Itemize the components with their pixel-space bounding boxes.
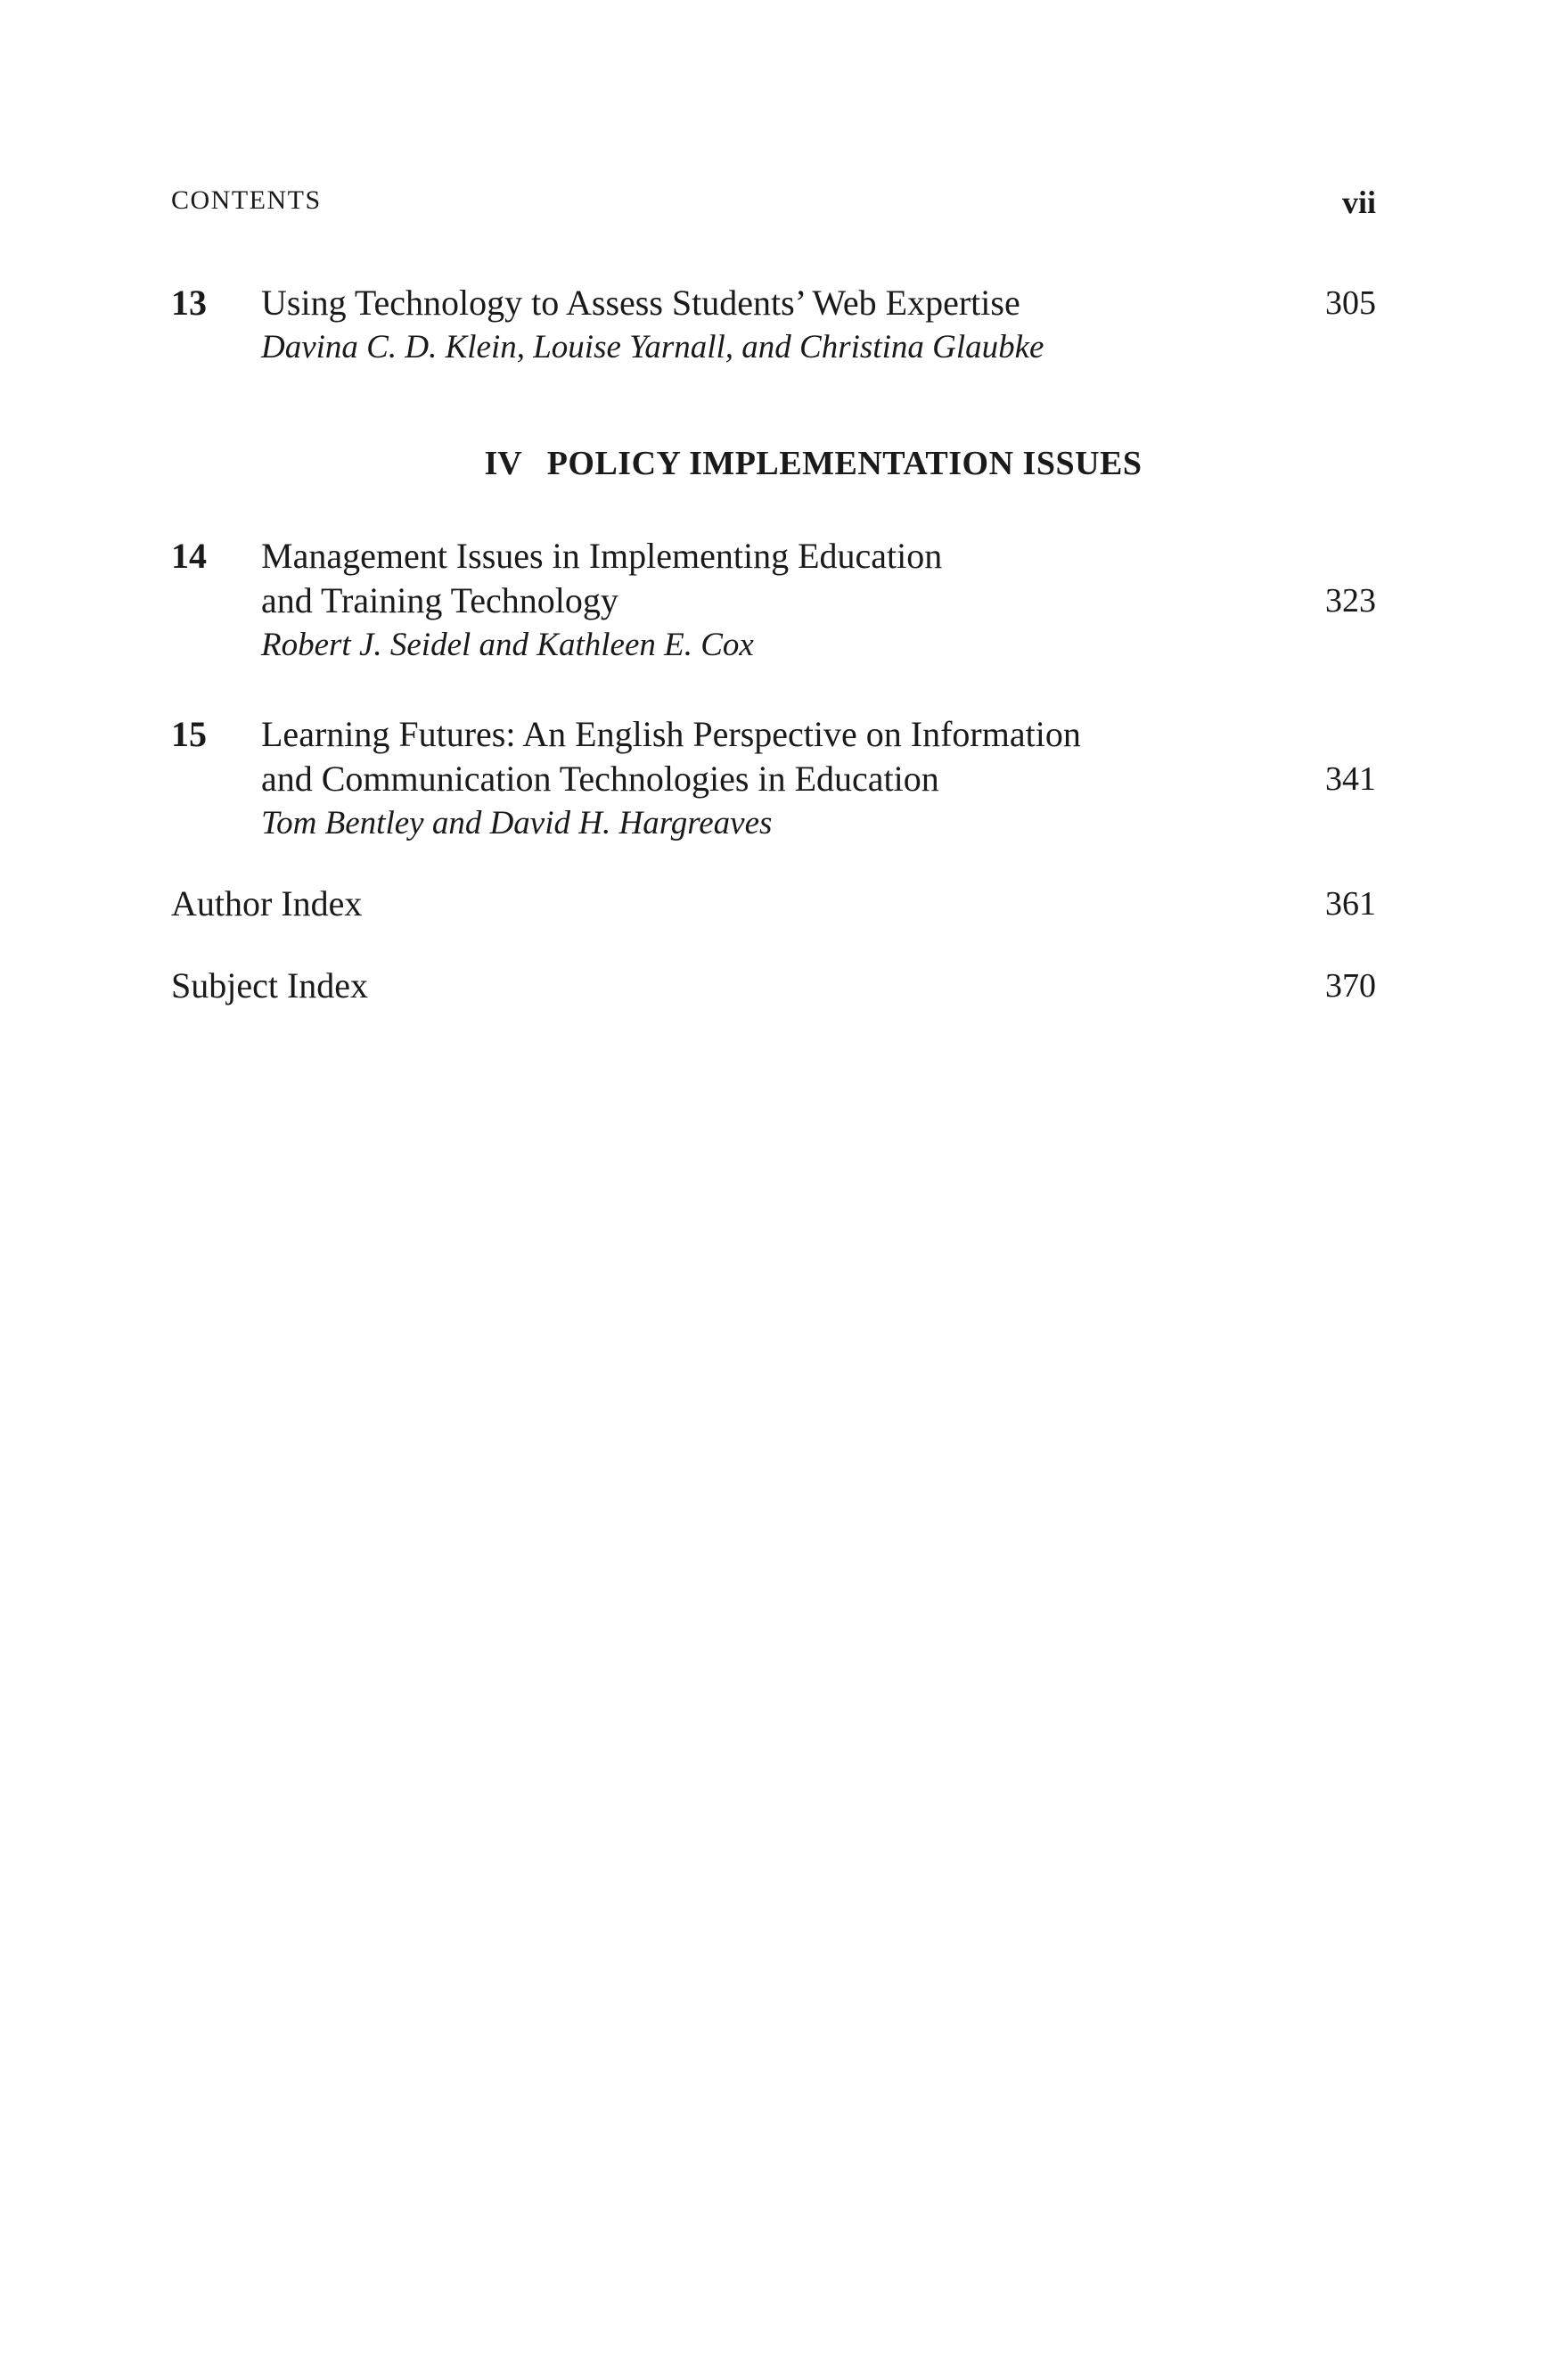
chapter-authors: Davina C. D. Klein, Louise Yarnall, and Christina Glaubke	[261, 329, 1044, 365]
index-label: Author Index	[171, 883, 363, 923]
chapter-page: 305	[1325, 284, 1376, 322]
chapter-title-line: Learning Futures: An English Perspective on Information	[261, 714, 1081, 754]
part-heading	[0, 444, 1548, 483]
chapter-title-line: and Communication Technologies in Education	[261, 759, 939, 799]
chapter-title-line: Management Issues in Implementing Education	[261, 536, 943, 576]
chapter-page: 323	[1325, 582, 1376, 620]
chapter-number: 13	[171, 283, 207, 323]
chapter-authors: Tom Bentley and David H. Hargreaves	[261, 805, 773, 841]
part-title: POLICY IMPLEMENTATION ISSUES	[546, 445, 1143, 482]
chapter-title-line: Using Technology to Assess Students’ Web Expertise	[261, 283, 1020, 323]
index-page: 370	[1325, 967, 1376, 1005]
page-number: vii	[1341, 185, 1376, 220]
index-label: Subject Index	[171, 965, 369, 1005]
running-title: CONTENTS	[171, 185, 322, 215]
index-page: 361	[1325, 885, 1376, 923]
chapter-number: 14	[171, 536, 207, 576]
chapter-number: 15	[171, 714, 207, 754]
part-numeral: IV	[484, 445, 522, 482]
chapter-page: 341	[1325, 760, 1376, 798]
chapter-title-line: and Training Technology	[261, 580, 618, 620]
chapter-authors: Robert J. Seidel and Kathleen E. Cox	[261, 627, 754, 663]
